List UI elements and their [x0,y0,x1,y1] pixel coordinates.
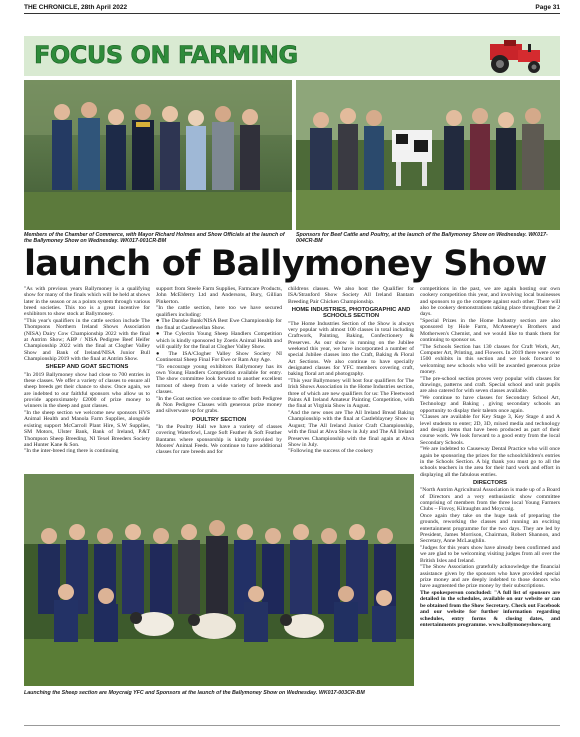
photo-sheep-section [24,474,414,686]
paragraph: "This year Ballymoney will host four qualifiers for The Irish Shows Association in the Home Industries section, three of which are new qualifiers for us: The Fleetwood Paints All Ireland Amateur Painting Competition, with the final at Virginia Show in August. [288,378,414,410]
paragraph: "In the sheep section we welcome new sponsors HVS Animal Health and Manola Farm Supplies, alongside existing support McCarroll Plant Hire, S.W Supplies, SM Motors, Ulster Bank, Bank of Ireland, P.&T Thompson Sheep Breeding, NI Texel Breeders Society and Hunter Kane & Son. [24,410,150,448]
paragraph-bold: The spokesperson concluded: "A full list of sponsors are detailed in the schedules, available on our website or can be obtained from the Show Secretary. Check out Facebook and our website for further information regarding schedules, entry forms & closing dates, and entertainments programme. www.ballymoneyshow.org [420,590,560,628]
paragraph: "Classes are available for Key Stage 3, Key Stage 4 and A level students to enter; 2D, 3D, mixed media and technology and design items that have been produced as part of their course work. We look forward to a good entry from the local Secondary Schools. [420,414,560,446]
article-column-4 [420,286,560,700]
paragraph: "Following the success of the cookery [288,448,374,455]
paragraph: "And the new ones are The All Ireland Bread Baking Championship with the final at Castleblayney Show in August; The All Ireland Junior Craft Championship, with the final at Ahva Show in July and The All Ireland Preserves Championship with the final again at Ahva Show in July. [288,410,414,448]
section-heading: SHEEP AND GOAT SECTIONS [45,364,129,371]
paragraph: "Special Prizes in the Home Industry section are also sponsored by Hole Farm, McAteeney's Brothers and Motherwen's Chemist, and we would like to thank them for continuing to sponsor us. [420,318,560,344]
paragraph: "In 2019 Ballymoney show had close to 700 entries in these classes. We offer a variety of classes to ensure all sheep breeds get their chance to show. Once again, we are indebted to our faithful sponsors who allow us to provide approximately £2000 of prize money to winners in the sheep and goat classes. [24,371,150,410]
paragraph: "The Schools Section has 130 classes for Craft Work, Art, Computer Art, Printing, and Flowers. In 2019 there were over 1500 exhibits in this section and we look forward to welcoming new schools who will be awarded generous prize money. [420,343,560,376]
tractor-icon [482,38,550,74]
paragraph: support from Steele Farm Supplies, Farmcare Products, John McElderry Ltd and Andersons, Bury, Gillian Pinkerton. [156,286,282,305]
paragraph: "The Show Association gratefully acknowledge the financial assistance given by the sponsors who have provided special prize money and are deeply indebted to those donors who have augmented the prize money by their subscriptions. [420,564,560,590]
paragraph: competitions in the past, we are again hosting our own cookery competition this year, and involving local businesses and sponsors to go the compete against each other. There will also be cookery demonstrations taking place throughout the 2 days. [420,286,560,318]
paragraph: "In the Poultry Hall we have a variety of classes covering Waterfowl, Large Soft Feather & Soft Feather Bantams where sponsorship is kindly provided by Moores' Animal Feeds. We continue to have additional classes for rare breeds and for [156,424,282,456]
banner-title: FOCUS ON FARMING [34,41,298,69]
bullet-item: ● The Cylectin Young Sheep Handlers Competition which is kindly sponsored by Zoetis Animal Health and will qualify for the final at Clogher Valley Show. [156,331,282,350]
page-footer-rule [24,725,560,726]
paragraph: "The Home Industries Section of the Show is always very popular with almost 100 classes in total including Craftwork, Painting, Baking, Confectionery & Preserves. As our show is running on the Jubilee weekend this year, we have incorporated a number of special Jubilee classes into the Craft, Baking & Floral Art Sections. We also continue to have specially designated classes for YFC members covering craft, baking floral art and photography. [288,320,414,378]
section-banner [24,36,560,76]
paragraph: "In the Goat section we continue to offer both Pedigree & Non Pedigree Classes with generous prize money and silverware up for grabs. [156,395,282,415]
page-number: Page 31 [535,4,560,11]
paragraph: "To encourage young exhibitors Ballymoney has its own Young Handlers Competition available for entry. The show committee look forward to another excellent turnout of sheep from a wide variety of breeds and classes. [156,363,282,395]
caption-top-left-visible: Members of the Chamber of Commerce, with Mayor Richard Holmes and Show Officials at the launch of the Ballymoney Show on Wednesday. WK017-001CR-BM [24,232,285,245]
caption-top-right-visible: Sponsors for Beef Cattle and Poultry, at the launch of the Ballymoney Show on Wednesday. WK017-004CR-BM [296,232,548,245]
masthead [24,3,560,12]
paragraph: "In the inter-breed ring there is continuing [24,448,119,455]
headline: launch of Ballymoney Show [24,244,547,284]
caption-sheep-section: Launching the Sheep section are Moycraig YFC and Sponsors at the launch of the Ballymoney Show on Wednesday. WK017-003CR-BM [24,690,365,696]
article-column-2 [156,286,282,472]
masthead-rule [24,13,560,14]
section-heading: DIRECTORS [472,480,508,487]
paragraph: childrens classes. We also host the Qualifier for ISA/Stranford Show Society All Ireland Bantam Breeding Pair Chicken Championship. [288,286,414,305]
article-column-3 [288,286,414,472]
paragraph: "The pre-school section proves very popular with classes for drawings, patterns and craft. Special school and unit pupils are also catered for with seven classes available. [420,375,560,395]
photo-beef-poultry-sponsors [296,80,560,230]
paragraph: "North Antrim Agricultural Association is made up of a Board of Directors and a very enthusiastic show committee comprising of members from the three local Young Farmers Clubs – Finvoy, Kilraughts and Moycraig. [420,487,560,513]
section-heading: POULTRY SECTION [191,416,247,423]
bullet-item: ● The ISA/Clogher Valley Show Society NI Continental Sheep Final For Ewe or Ram Any Age. [156,351,282,364]
photo-chamber-of-commerce [24,80,292,230]
bullet-item: ● The Danske Bank/NISA Best Ewe Championship for the final at Castlewellan Show. [156,318,282,331]
paragraph: "We are indebted to Causeway Dental Practice who will once again be sponsoring the prizes for the schoolchildren's entries in the Schools Section. A big thank you must go to all the schools teachers in the area for their hard work and effort in displaying all the fabulous entries. [420,446,560,478]
article-column-1 [24,286,150,472]
paragraph: "We continue to have classes for Secondary School Art, Technology and Baking , giving secondary schools an opportunity to display their talents once again. [420,395,560,414]
paper-date: THE CHRONICLE, 28th April 2022 [24,4,128,11]
paragraph: Once again they take on the huge task of preparing the grounds, reworking the classes and running an exciting entertainment programme for the two days. They are led by President, James Morrison, Chairman, Robert Shannon, and Secretary, Anne McLaughlin. [420,513,560,545]
section-heading: HOME INDUSTRIES, PHOTOGRAPHIC AND SCHOOLS SECTION [291,307,411,320]
paragraph: "As with previous years Ballymoney is a qualifying show for many of the finals which will be held at shows later in the season or as a points system through various breed societies. This too is a great incentive for exhibitors to show stock at Ballymoney. [24,286,150,318]
paragraph: "This year's qualifiers in the cattle section include The Thompsons Northern Ireland Shows Association (NISA) Dairy Cow Championship 2022 with the final at Antrim Show; ABP / NISA Pedigree Beef Heifer Championship 2022 with the final at Clogher Valley Show and Bank of Ireland/NISA Junior Bull Championship 2019 with the final at Antrim Show. [24,318,150,363]
paragraph: "Judges for this years show have already been confirmed and we are glad to be welcoming visiting judges from all over the British Isles and Ireland. [420,545,560,564]
paragraph: "In the cattle section, here too we have secured qualifiers including: [156,305,282,318]
